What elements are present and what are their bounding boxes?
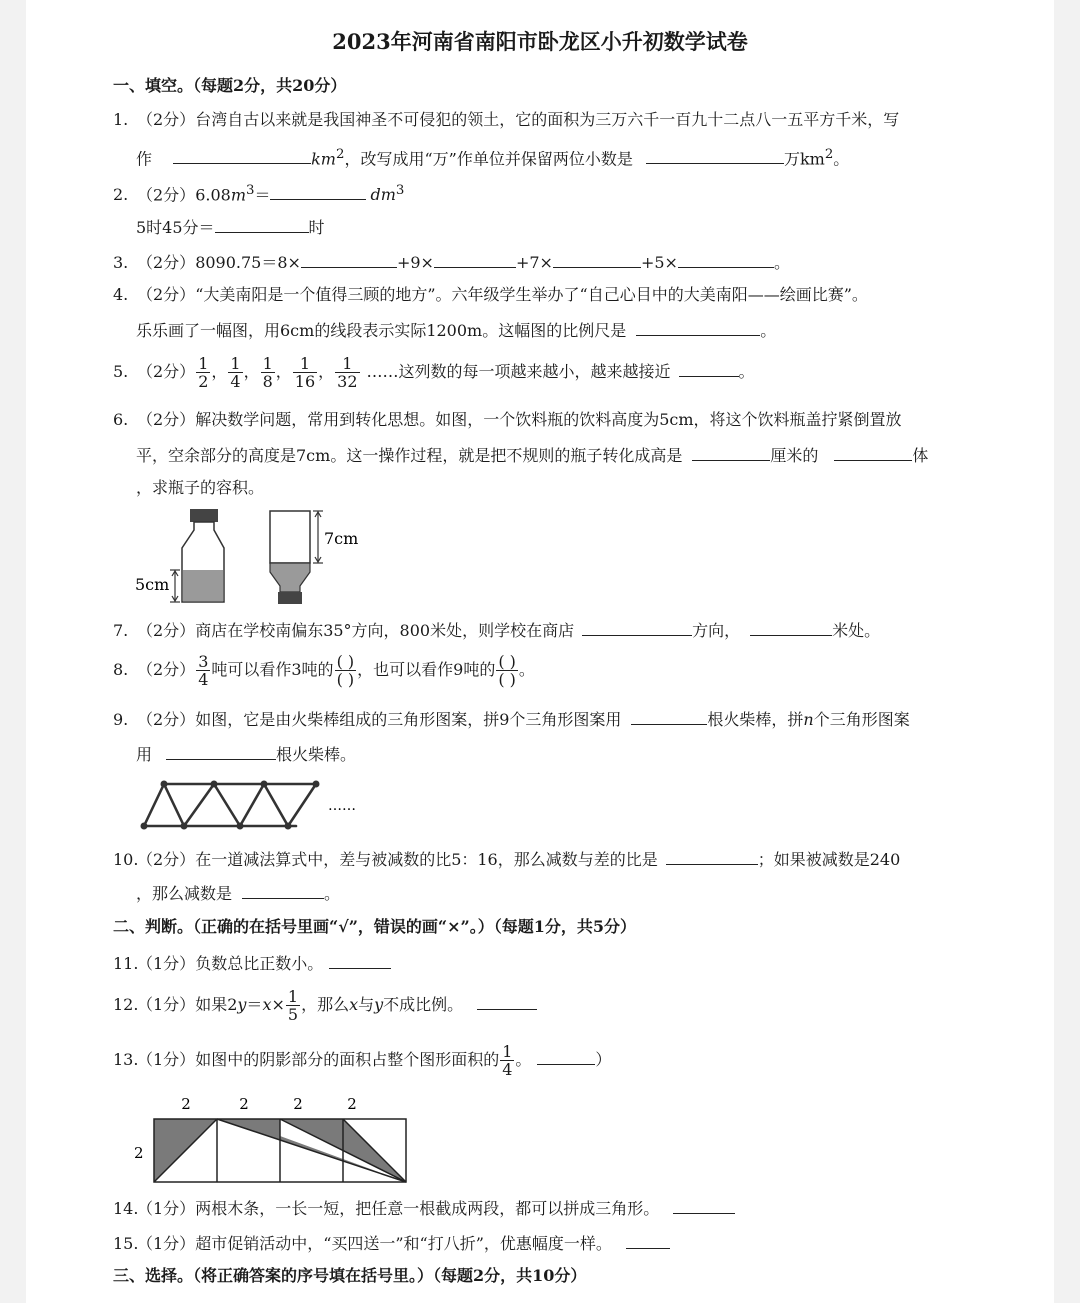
question-text: 米处。 <box>832 621 881 640</box>
question-text: 不成比例。 <box>383 995 464 1014</box>
punctuation: ） <box>595 1050 612 1069</box>
answer-blank[interactable] <box>673 1197 735 1214</box>
numerator: 1 <box>502 1042 513 1061</box>
answer-blank[interactable] <box>678 251 774 268</box>
equals-sign: ＝ <box>246 995 263 1014</box>
question-text: 8090.75＝8× <box>195 253 301 272</box>
sequence-fraction <box>261 355 275 390</box>
punctuation: 。 <box>760 321 777 340</box>
answer-fraction-blank[interactable] <box>496 653 518 688</box>
denominator: 16 <box>294 372 316 391</box>
unit-label: km <box>311 149 336 169</box>
denominator: 2 <box>198 372 209 391</box>
fraction-1-5 <box>286 988 300 1023</box>
denominator: 4 <box>198 670 209 689</box>
question-number: 3. <box>113 253 129 272</box>
question-1 <box>113 110 899 130</box>
width-label: 2 <box>293 1095 303 1113</box>
question-score: （1分） <box>137 954 196 973</box>
question-text: 根火柴棒。 <box>276 745 357 764</box>
question-6-line2 <box>136 444 928 466</box>
question-text: 如图中的阴影部分的面积占整个图形面积的 <box>195 1050 500 1069</box>
equals-sign: ＝ <box>254 185 271 205</box>
unit-label: m <box>230 185 246 205</box>
denominator: 4 <box>502 1060 513 1079</box>
denominator: 32 <box>337 372 358 391</box>
question-number: 5. <box>113 362 129 381</box>
fraction-3-4 <box>196 653 210 688</box>
question-text: 体 <box>912 446 929 465</box>
numerator: 1 <box>293 355 317 373</box>
numerator: 3 <box>198 652 209 671</box>
question-score: （1分） <box>137 995 196 1014</box>
answer-blank[interactable] <box>477 993 537 1010</box>
inverted-bottle-body <box>270 511 310 563</box>
answer-blank[interactable] <box>692 444 770 461</box>
question-1-line2 <box>136 145 849 169</box>
dimension-label-7cm: 7cm <box>324 529 359 548</box>
section-heading-fill-in: 一、填空。（每题2分，共20分） <box>113 76 347 95</box>
answer-blank[interactable] <box>679 360 739 377</box>
punctuation: 。 <box>738 362 755 381</box>
question-text: 作 <box>136 149 153 169</box>
separator: ， <box>211 362 228 381</box>
numerator-blank: ( ) <box>336 652 355 671</box>
sequence-fraction <box>228 355 242 390</box>
denominator-blank: ( ) <box>498 670 516 689</box>
variable-y: y <box>237 995 247 1014</box>
question-number: 6. <box>113 410 129 429</box>
question-score: （2分） <box>137 710 196 729</box>
question-8 <box>113 651 535 689</box>
superscript: 2 <box>824 147 834 162</box>
answer-blank[interactable] <box>301 251 397 268</box>
question-number: 7. <box>113 621 129 640</box>
inverted-liquid <box>270 563 310 592</box>
question-text: 5时45分＝ <box>136 218 215 237</box>
question-text: 如果2 <box>195 995 238 1014</box>
question-score: （1分） <box>137 1199 196 1218</box>
question-number: 13. <box>113 1050 139 1069</box>
sequence-fraction <box>335 355 359 390</box>
question-text: ，也可以看作9吨的 <box>357 660 496 679</box>
section-heading-choice: 三、选择。（将正确答案的序号填在括号里。）（每题2分，共10分） <box>113 1266 587 1285</box>
question-score: （2分） <box>137 660 196 679</box>
numerator-blank: ( ) <box>498 652 516 671</box>
question-text: “大美南阳是一个值得三顾的地方”。六年级学生举办了“自己心目中的大美南阳——绘画比赛”。 <box>195 285 868 304</box>
question-7 <box>113 619 880 641</box>
unit-label: dm <box>370 185 396 205</box>
question-score: （2分） <box>137 621 196 640</box>
question-text: 商店在学校南偏东35°方向，800米处，则学校在商店 <box>195 621 575 640</box>
punctuation: 。 <box>515 1050 532 1069</box>
answer-blank[interactable] <box>242 882 324 899</box>
question-text: ，改写成用“万”作单位并保留两位小数是 <box>344 149 633 169</box>
question-score: （2分） <box>137 850 196 869</box>
answer-blank[interactable] <box>582 619 692 636</box>
question-text: 负数总比正数小。 <box>195 954 324 973</box>
question-text: 在一道减法算式中，差与被减数的比5：16，那么减数与差的比是 <box>195 850 658 869</box>
question-2-line2 <box>136 216 325 238</box>
question-number: 11. <box>113 954 139 973</box>
answer-blank[interactable] <box>834 444 912 461</box>
answer-blank[interactable] <box>631 708 707 725</box>
question-text: 用 <box>136 745 153 764</box>
question-10-line2 <box>136 882 340 904</box>
question-score: （2分） <box>137 362 196 381</box>
punctuation: 。 <box>518 660 535 679</box>
numerator: 1 <box>287 987 299 1006</box>
answer-blank[interactable] <box>666 848 758 865</box>
question-4 <box>113 285 868 305</box>
question-text: ……这列数的每一项越来越小，越来越接近 <box>366 362 671 381</box>
answer-blank[interactable] <box>646 147 784 164</box>
numerator: 1 <box>335 355 359 373</box>
question-text: +5× <box>640 253 678 272</box>
question-6 <box>113 410 902 430</box>
question-text: 厘米的 <box>770 446 819 465</box>
question-number: 10. <box>113 850 139 869</box>
separator: ， <box>243 362 260 381</box>
sequence-fraction <box>293 355 317 390</box>
punctuation: 。 <box>833 149 850 169</box>
answer-blank[interactable] <box>173 147 311 164</box>
superscript: 3 <box>395 183 405 198</box>
question-13 <box>113 1041 611 1079</box>
fraction-1-4 <box>500 1043 514 1078</box>
bottle-figure <box>130 504 370 612</box>
variable-x: x <box>349 995 359 1014</box>
answer-blank[interactable] <box>636 319 760 336</box>
question-text: 超市促销活动中，“买四送一”和“打八折”，优惠幅度一样。 <box>195 1234 612 1253</box>
question-text: 根火柴棒，拼 <box>707 710 804 729</box>
question-number: 9. <box>113 710 129 729</box>
inverted-bottle-cap <box>278 592 302 604</box>
unit-label: 时 <box>308 218 325 237</box>
ellipsis: …… <box>328 798 356 814</box>
numerator: 1 <box>230 354 241 373</box>
question-2 <box>113 181 404 205</box>
answer-blank[interactable] <box>329 952 391 969</box>
answer-blank[interactable] <box>626 1232 670 1249</box>
width-label: 2 <box>181 1095 191 1113</box>
sequence-fraction <box>196 355 210 390</box>
question-5 <box>113 353 755 391</box>
question-text: 如图，它是由火柴棒组成的三角形图案，拼9个三角形图案用 <box>195 710 622 729</box>
denominator: 8 <box>262 372 273 391</box>
question-4-line2 <box>136 319 776 341</box>
question-number: 14. <box>113 1199 139 1218</box>
answer-fraction-blank[interactable] <box>335 653 357 688</box>
question-3 <box>113 251 790 273</box>
answer-blank[interactable] <box>434 251 516 268</box>
answer-blank[interactable] <box>553 251 641 268</box>
separator: ， <box>275 362 292 381</box>
value: 6.08 <box>195 185 231 205</box>
fraction-sequence <box>195 354 360 391</box>
question-text: ；如果被减数是240 <box>757 850 901 869</box>
question-6-line3: ，求瓶子的容积。 <box>136 478 265 497</box>
question-text: 台湾自古以来就是我国神圣不可侵犯的领土，它的面积为三万六千一百九十二点八一五平方千米，写 <box>195 110 900 129</box>
question-number: 1. <box>113 110 129 129</box>
unit-label: 万km <box>783 149 825 169</box>
answer-blank[interactable] <box>270 183 366 200</box>
width-label: 2 <box>347 1095 357 1113</box>
shaded-squares-figure <box>128 1092 418 1188</box>
question-15 <box>113 1232 670 1254</box>
question-text: 乐乐画了一幅图，用6cm的线段表示实际1200m。这幅图的比例尺是 <box>136 321 627 340</box>
question-text: 与 <box>358 995 375 1014</box>
question-number: 8. <box>113 660 129 679</box>
denominator: 5 <box>287 1005 299 1024</box>
question-score: （1分） <box>137 1234 196 1253</box>
question-score: （2分） <box>137 410 196 429</box>
question-number: 12. <box>113 995 139 1014</box>
times-sign: × <box>271 995 285 1014</box>
question-number: 2. <box>113 185 129 205</box>
denominator: 4 <box>230 372 241 391</box>
liquid-fill <box>183 570 223 601</box>
question-text: 方向， <box>692 621 741 640</box>
section-heading-judgment: 二、判断。（正确的在括号里画“√”，错误的画“×”。）（每题1分，共5分） <box>113 917 637 936</box>
numerator: 1 <box>262 354 273 373</box>
variable-y: y <box>374 995 384 1014</box>
question-text: 个三角形图案 <box>813 710 910 729</box>
question-text: +7× <box>515 253 553 272</box>
width-label: 2 <box>239 1095 249 1113</box>
answer-blank[interactable] <box>215 216 309 233</box>
answer-blank[interactable] <box>537 1048 595 1065</box>
denominator-blank: ( ) <box>336 670 355 689</box>
question-12 <box>113 986 537 1024</box>
page-title: 2023年河南省南阳市卧龙区小升初数学试卷 <box>332 29 748 54</box>
question-number: 4. <box>113 285 129 304</box>
variable-x: x <box>262 995 272 1014</box>
question-text: 平，空余部分的高度是7cm。这一操作过程，就是把不规则的瓶子转化成高是 <box>136 446 683 465</box>
question-text: +9× <box>396 253 434 272</box>
separator: ， <box>318 362 335 381</box>
superscript: 3 <box>245 183 255 198</box>
numerator: 1 <box>198 354 209 373</box>
question-10 <box>113 848 900 870</box>
bottle-cap <box>190 509 218 522</box>
question-score: （2分） <box>137 253 196 272</box>
question-9-line2 <box>136 743 356 765</box>
answer-blank[interactable] <box>166 743 276 760</box>
question-score: （1分） <box>137 1050 196 1069</box>
variable-n: n <box>803 710 814 729</box>
punctuation: 。 <box>324 884 341 903</box>
question-text: ，那么减数是 <box>136 884 233 903</box>
question-text: 解决数学问题，常用到转化思想。如图，一个饮料瓶的饮料高度为5cm，将这个饮料瓶盖拧紧倒置放 <box>195 410 902 429</box>
question-score: （2分） <box>137 110 196 129</box>
height-label: 2 <box>134 1144 144 1162</box>
question-score: （2分） <box>137 185 196 205</box>
superscript: 2 <box>335 147 345 162</box>
question-11 <box>113 952 391 974</box>
question-9 <box>113 708 910 730</box>
punctuation: 。 <box>773 253 790 272</box>
dimension-label-5cm: 5cm <box>135 575 170 594</box>
answer-blank[interactable] <box>750 619 832 636</box>
question-text: ，那么 <box>301 995 350 1014</box>
question-number: 15. <box>113 1234 139 1253</box>
question-text: 吨可以看作3吨的 <box>211 660 334 679</box>
question-text: 两根木条，一长一短，把任意一根截成两段，都可以拼成三角形。 <box>195 1199 660 1218</box>
question-14 <box>113 1197 735 1219</box>
question-score: （2分） <box>137 285 196 304</box>
matchstick-triangles-figure <box>136 774 376 834</box>
